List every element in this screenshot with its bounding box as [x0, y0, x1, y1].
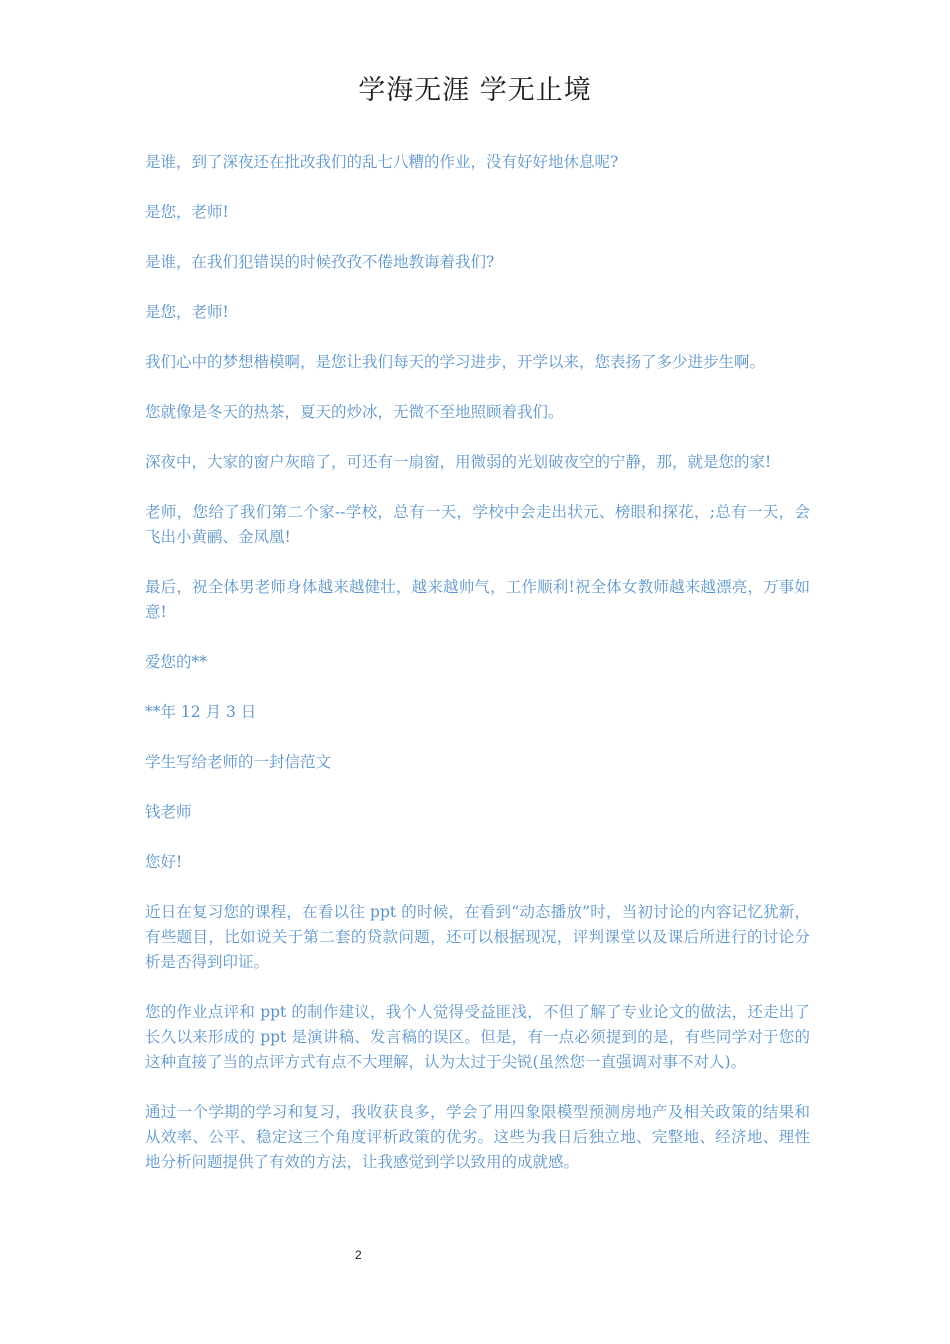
paragraph: 近日在复习您的课程，在看以往 ppt 的时候，在看到“动态播放”时，当初讨论的内容记忆犹新，有些题目，比如说关于第二套的贷款问题，还可以根据现况，评判课堂以及课后所进行的讨论分析是否得到印证。: [145, 903, 810, 971]
section-title: 学生写给老师的一封信范文: [145, 753, 332, 771]
paragraph: 最后，祝全体男老师身体越来越健壮，越来越帅气，工作顺利!祝全体女教师越来越漂亮，万事如意!: [145, 578, 810, 621]
paragraph: 是谁，到了深夜还在批改我们的乱七八糟的作业，没有好好地休息呢?: [145, 153, 619, 171]
paragraph: 通过一个学期的学习和复习，我收获良多，学会了用四象限模型预测房地产及相关政策的结果和从效率、公平、稳定这三个角度评析政策的优劣。这些为我日后独立地、完整地、经济地、理性地分析问题提供了有效的方法，让我感觉到学以致用的成就感。: [145, 1103, 810, 1171]
paragraph: 是您，老师!: [145, 303, 229, 321]
paragraph: 是您，老师!: [145, 203, 229, 221]
signature: 爱您的**: [145, 653, 208, 671]
paragraph: 老师，您给了我们第二个家--学校，总有一天，学校中会走出状元、榜眼和探花，;总有一天，会飞出小黄鹂、金凤凰!: [145, 503, 810, 546]
greeting: 您好!: [145, 853, 183, 871]
document-body: [145, 150, 810, 1200]
paragraph: 我们心中的梦想楷模啊，是您让我们每天的学习进步，开学以来，您表扬了多少进步生啊。: [145, 353, 766, 371]
page-header: 学海无涯 学无止境: [358, 75, 592, 106]
letter-date: **年 12 月 3 日: [145, 703, 257, 721]
page-number: 2: [355, 1248, 362, 1262]
paragraph: 深夜中，大家的窗户灰暗了，可还有一扇窗，用微弱的光划破夜空的宁静，那，就是您的家!: [145, 453, 772, 471]
paragraph: 您就像是冬天的热茶，夏天的炒冰，无微不至地照顾着我们。: [145, 403, 564, 421]
paragraph: 是谁，在我们犯错误的时候孜孜不倦地教诲着我们?: [145, 253, 495, 271]
salutation: 钱老师: [145, 803, 192, 821]
paragraph: 您的作业点评和 ppt 的制作建议，我个人觉得受益匪浅，不但了解了专业论文的做法，还走出了长久以来形成的 ppt 是演讲稿、发言稿的误区。但是，有一点必须提到的是，有些同学对于您的这种直接了当的点评方式有点不大理解，认为太过于尖锐(虽然您一直强调对事不对人)。: [145, 1003, 810, 1071]
